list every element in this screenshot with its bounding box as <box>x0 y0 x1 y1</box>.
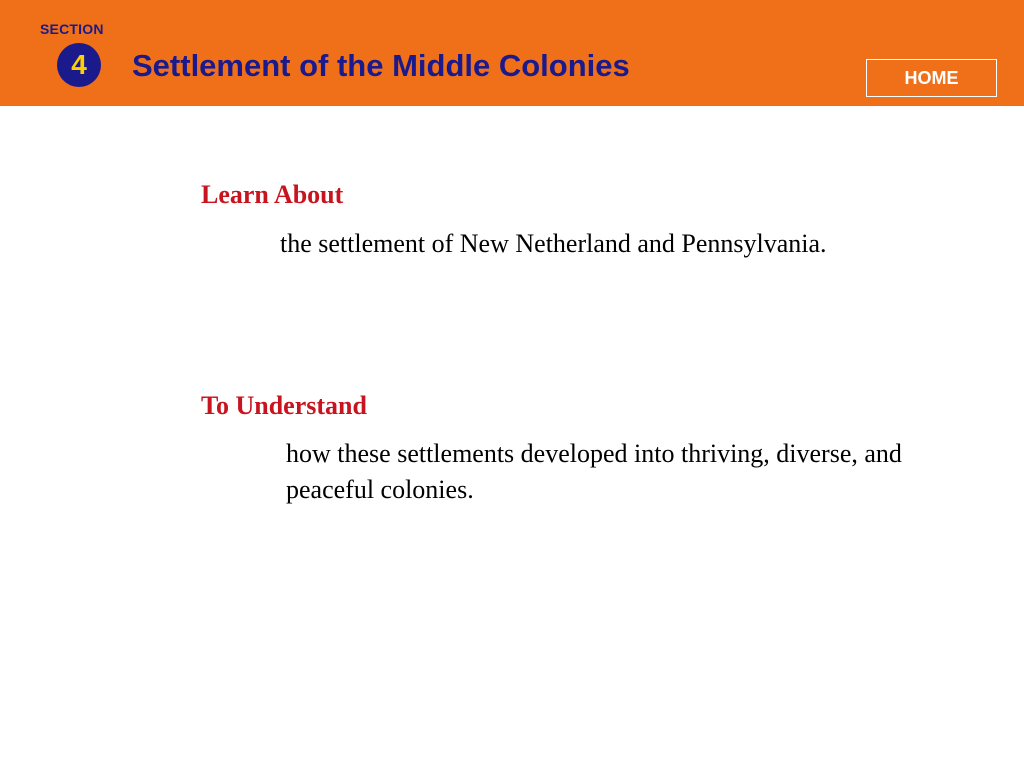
section-number-badge: 4 <box>57 43 101 87</box>
to-understand-text: how these settlements developed into thriving, diverse, and peaceful colonies. <box>286 439 902 504</box>
header-bar <box>0 0 1024 106</box>
home-button[interactable]: HOME <box>866 59 997 97</box>
to-understand-heading: To Understand <box>201 391 367 420</box>
slide-title: Settlement of the Middle Colonies <box>132 48 630 83</box>
learn-about-heading: Learn About <box>201 180 344 209</box>
section-label: SECTION <box>40 21 104 37</box>
learn-about-text: the settlement of New Netherland and Pennsylvania. <box>280 229 827 258</box>
